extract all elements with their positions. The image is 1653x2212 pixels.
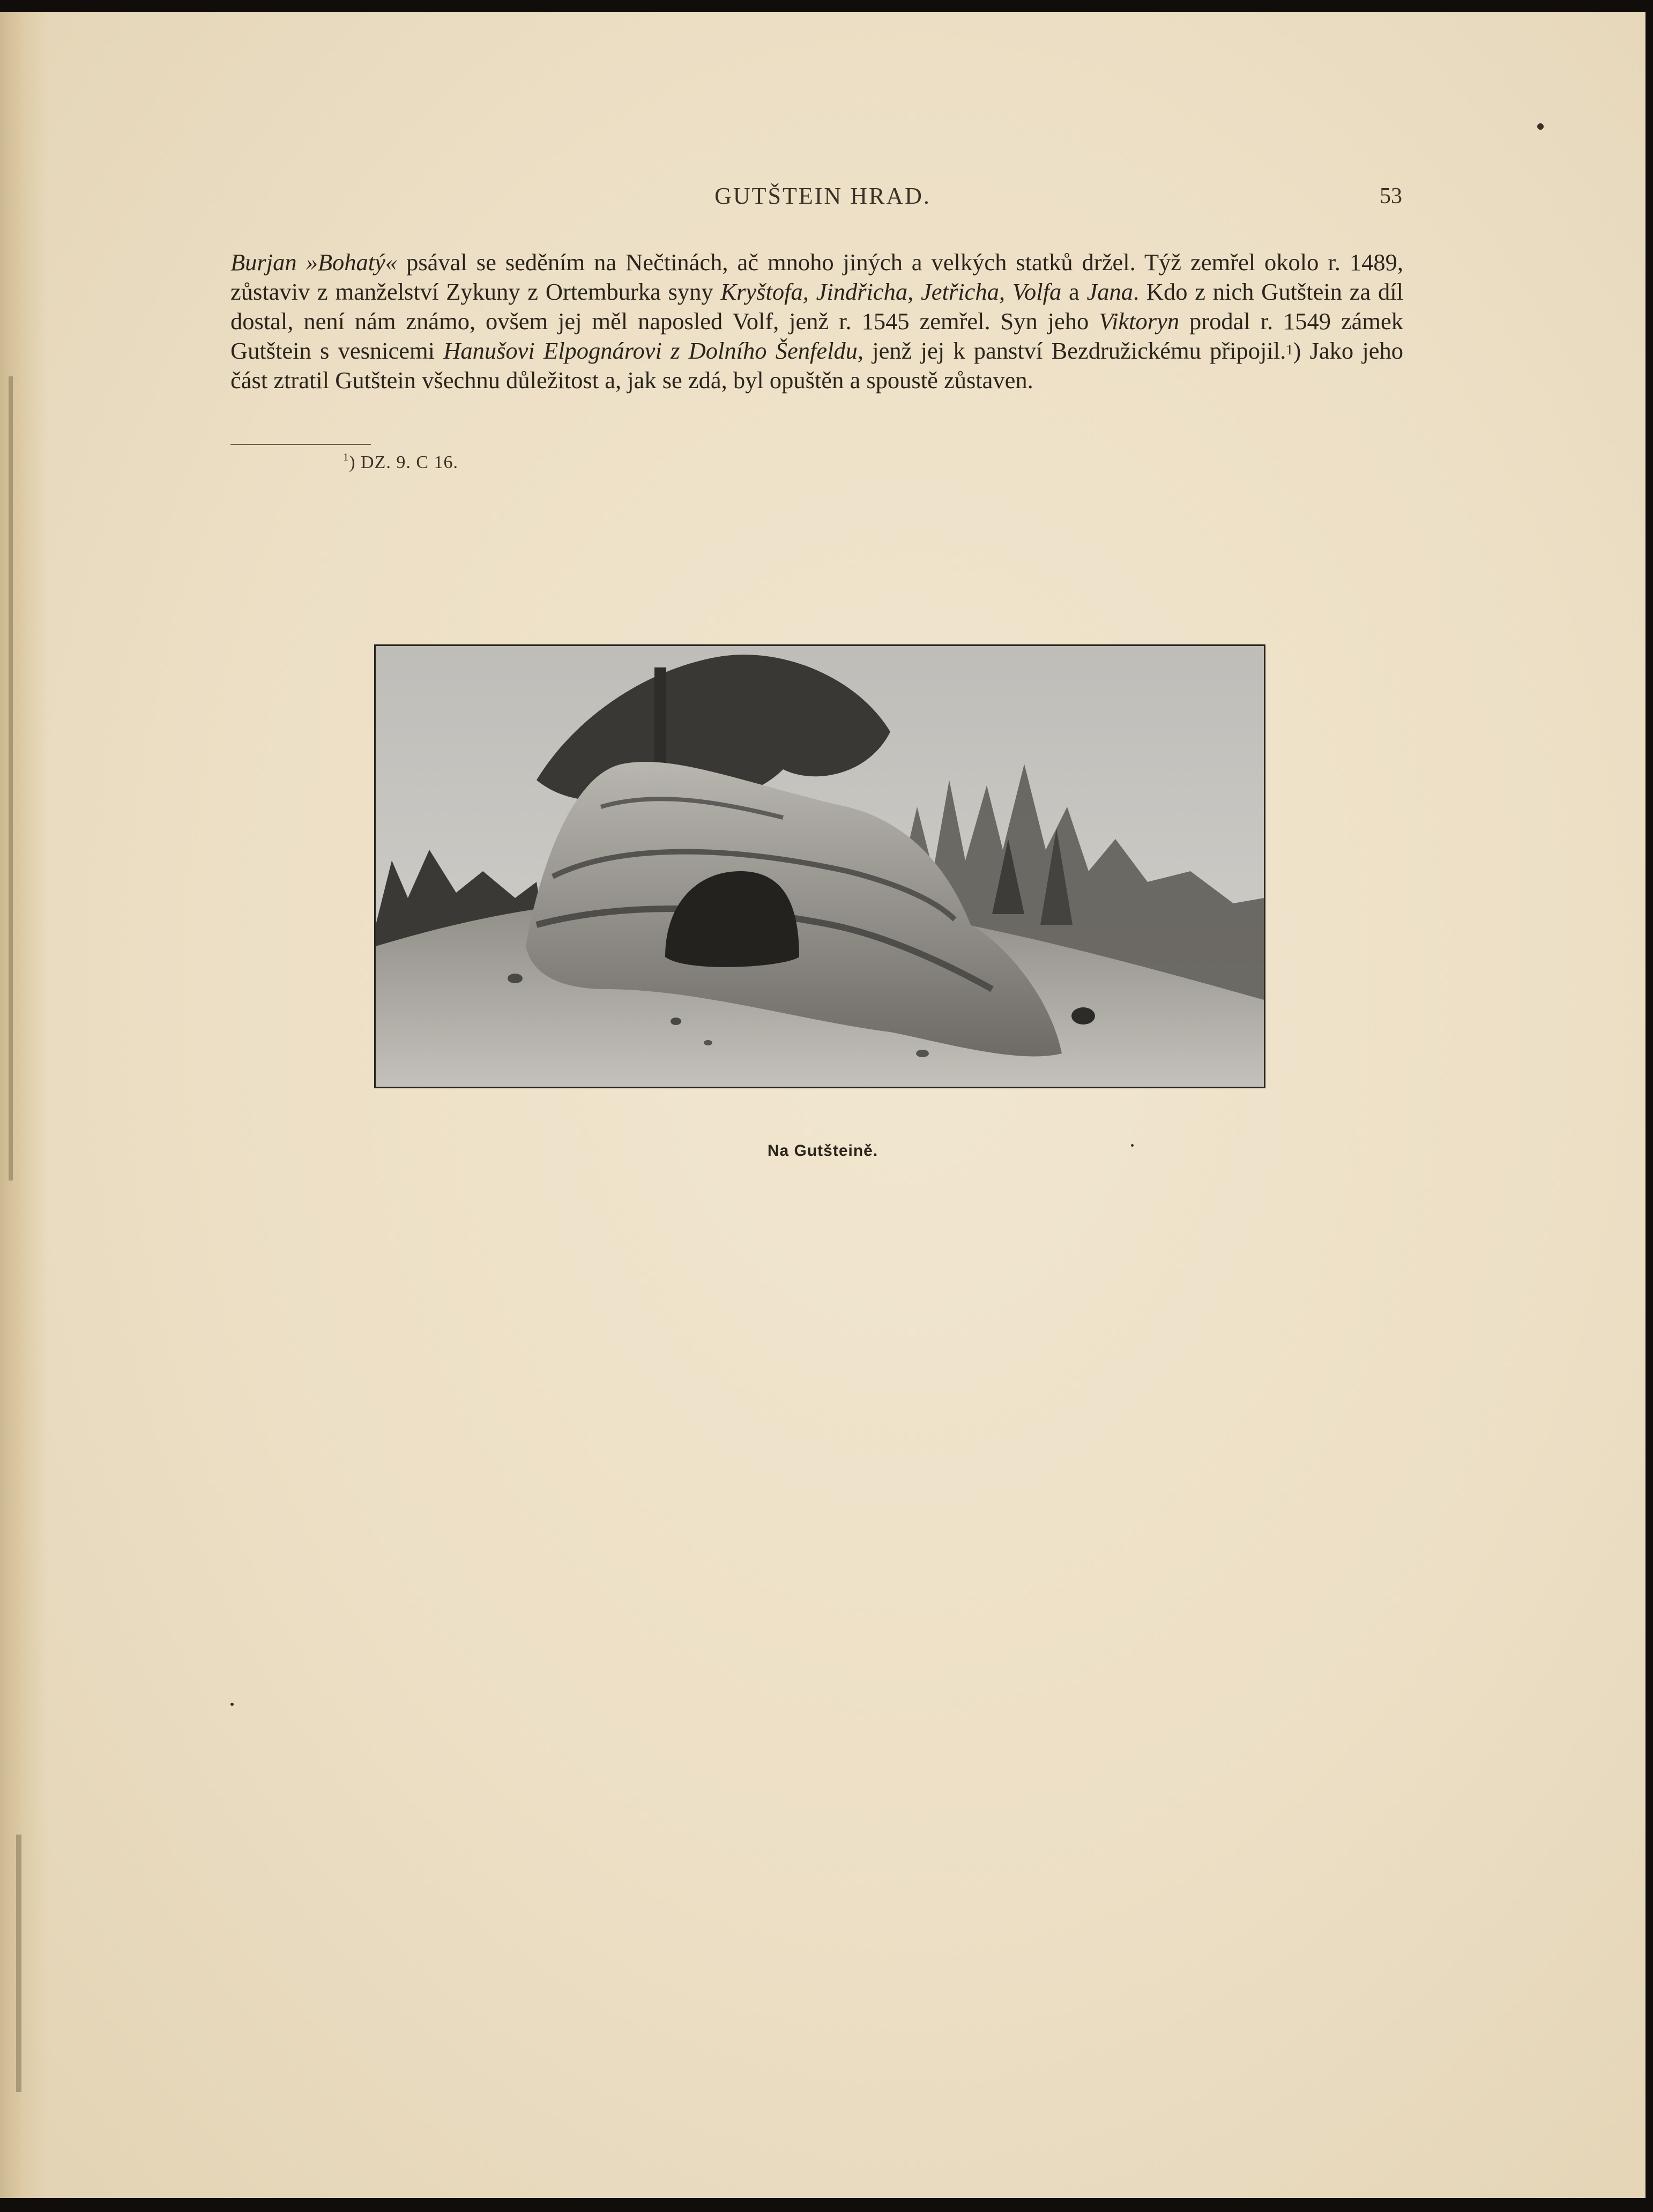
body-text: a bbox=[1061, 278, 1087, 305]
body-text-italic: Burjan »Bohatý« bbox=[230, 249, 398, 276]
binding-mark bbox=[9, 376, 13, 1181]
body-text-italic: Viktoryn bbox=[1099, 308, 1180, 335]
running-title: GUTŠTEIN HRAD. bbox=[714, 183, 931, 209]
illustration-drawing bbox=[376, 646, 1264, 1087]
body-text: jenž jej k panství Bezdružickému připojil. bbox=[863, 337, 1286, 364]
book-page bbox=[0, 12, 1645, 2198]
footnote-reference: 1 bbox=[1286, 342, 1293, 358]
body-text: ) Jako jeho část ztratil Gutštein všechnu důležitost a, jak se zdá, byl opuštěn a spoustě zůstaven. bbox=[230, 337, 1404, 394]
paper-speck bbox=[1537, 123, 1544, 130]
body-text: prodal r. 1549 zámek Gutštein s vesnicemi bbox=[230, 308, 1403, 364]
footnote-text: ) DZ. 9. C 16. bbox=[349, 452, 459, 472]
body-paragraph bbox=[230, 248, 1403, 395]
binding-mark bbox=[16, 1835, 21, 2092]
page-number: 53 bbox=[1380, 184, 1402, 209]
footnote-separator bbox=[230, 444, 371, 445]
body-text-italic: Kryštofa, Jindřicha, Jetřicha, Volfa bbox=[720, 278, 1062, 305]
illustration-rock-cave bbox=[374, 644, 1265, 1088]
footnote-marker: 1 bbox=[343, 451, 349, 463]
figure-caption: Na Gutšteině. bbox=[767, 1142, 878, 1160]
paper-speck bbox=[1131, 1144, 1134, 1147]
binding-edge-shadow bbox=[0, 12, 48, 2198]
body-text: psával se seděním na Nečtinách, ač mnoho jiných a velkých statků držel. Týž zemřel okolo r. 1489, zůstaviv z manželství Zykuny z Ortemburka syny bbox=[230, 249, 1403, 305]
body-text-italic: Hanušovi Elpognárovi z Dolního Šenfeldu, bbox=[443, 337, 864, 364]
body-text: . Kdo z nich Gutštein za díl dostal, není nám známo, ovšem jej měl naposled Volf, jenž r. 1545 zemřel. Syn jeho bbox=[230, 278, 1403, 335]
footnote bbox=[343, 452, 458, 473]
body-text-italic: Jana bbox=[1086, 278, 1133, 305]
paper-speck bbox=[230, 1703, 234, 1706]
